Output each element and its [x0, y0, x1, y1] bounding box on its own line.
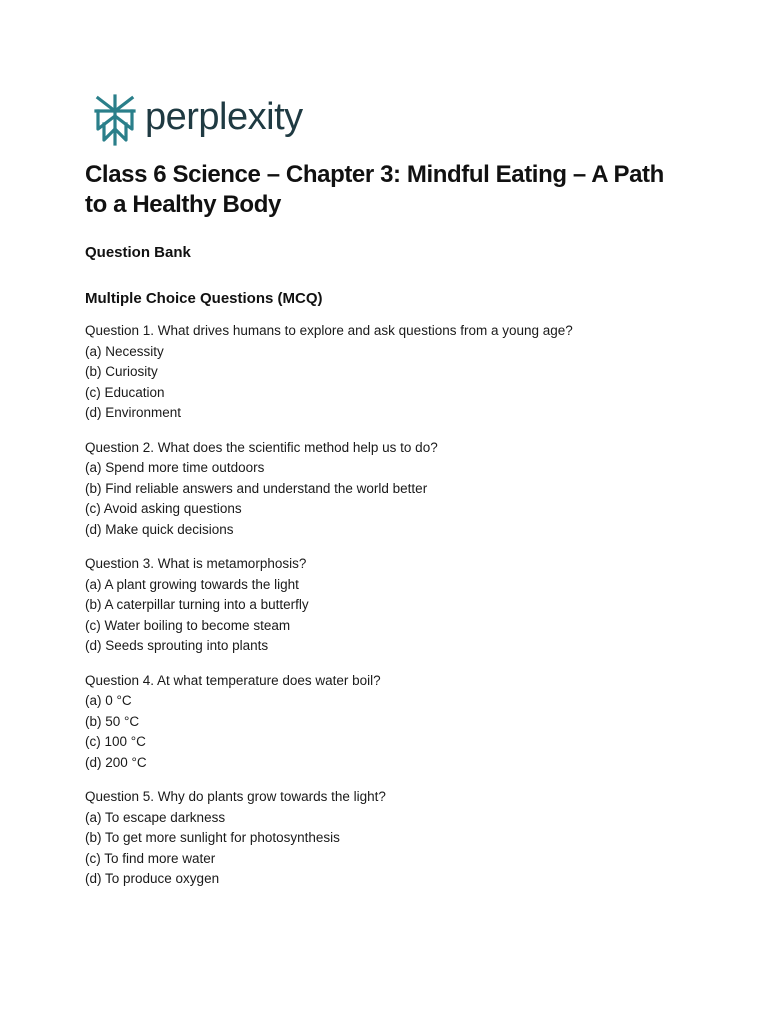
option-a: (a) 0 °C	[85, 693, 132, 708]
option-d: (d) Environment	[85, 405, 182, 420]
question-text: Question 3. What is metamorphosis?	[85, 556, 307, 571]
option-b: (b) Find reliable answers and understand the world better	[85, 480, 428, 496]
option-a: (a) A plant growing towards the light	[85, 576, 299, 592]
option-c: (c) To find more water	[85, 850, 216, 866]
option-a: (a) To escape darkness	[85, 809, 226, 825]
option-b: (b) To get more sunlight for photosynthesis	[85, 830, 340, 845]
question-5	[85, 787, 685, 890]
option-b: (b) 50 °C	[85, 713, 140, 729]
option-d: (d) 200 °C	[85, 754, 147, 770]
option-d: (d) Make quick decisions	[85, 521, 234, 537]
perplexity-logo-icon	[94, 94, 136, 146]
section-heading-mcq: Multiple Choice Questions (MCQ)	[85, 290, 323, 307]
question-4	[85, 671, 685, 774]
subtitle-question-bank: Question Bank	[85, 244, 191, 261]
option-c: (c) 100 °C	[85, 734, 146, 749]
brand-logo	[94, 93, 303, 147]
option-d: (d) Seeds sprouting into plants	[85, 638, 269, 653]
option-c: (c) Water boiling to become steam	[85, 617, 291, 633]
question-list	[85, 321, 685, 904]
question-2	[85, 438, 685, 541]
brand-wordmark: perplexity	[145, 96, 303, 138]
question-1	[85, 321, 685, 424]
option-a: (a) Necessity	[85, 343, 164, 359]
option-c: (c) Avoid asking questions	[85, 501, 242, 516]
option-c: (c) Education	[85, 384, 165, 400]
option-b: (b) A caterpillar turning into a butterfly	[85, 597, 309, 612]
option-d: (d) To produce oxygen	[85, 871, 220, 886]
document-title: Class 6 Science – Chapter 3: Mindful Eating – A Path to a Healthy Body	[85, 161, 664, 218]
question-text: Question 4. At what temperature does water boil?	[85, 672, 381, 688]
option-b: (b) Curiosity	[85, 364, 158, 379]
option-a: (a) Spend more time outdoors	[85, 460, 265, 475]
question-text: Question 2. What does the scientific method help us to do?	[85, 439, 438, 455]
question-text: Question 1. What drives humans to explore and ask questions from a young age?	[85, 323, 573, 338]
question-3	[85, 554, 685, 657]
question-text: Question 5. Why do plants grow towards the light?	[85, 789, 386, 804]
